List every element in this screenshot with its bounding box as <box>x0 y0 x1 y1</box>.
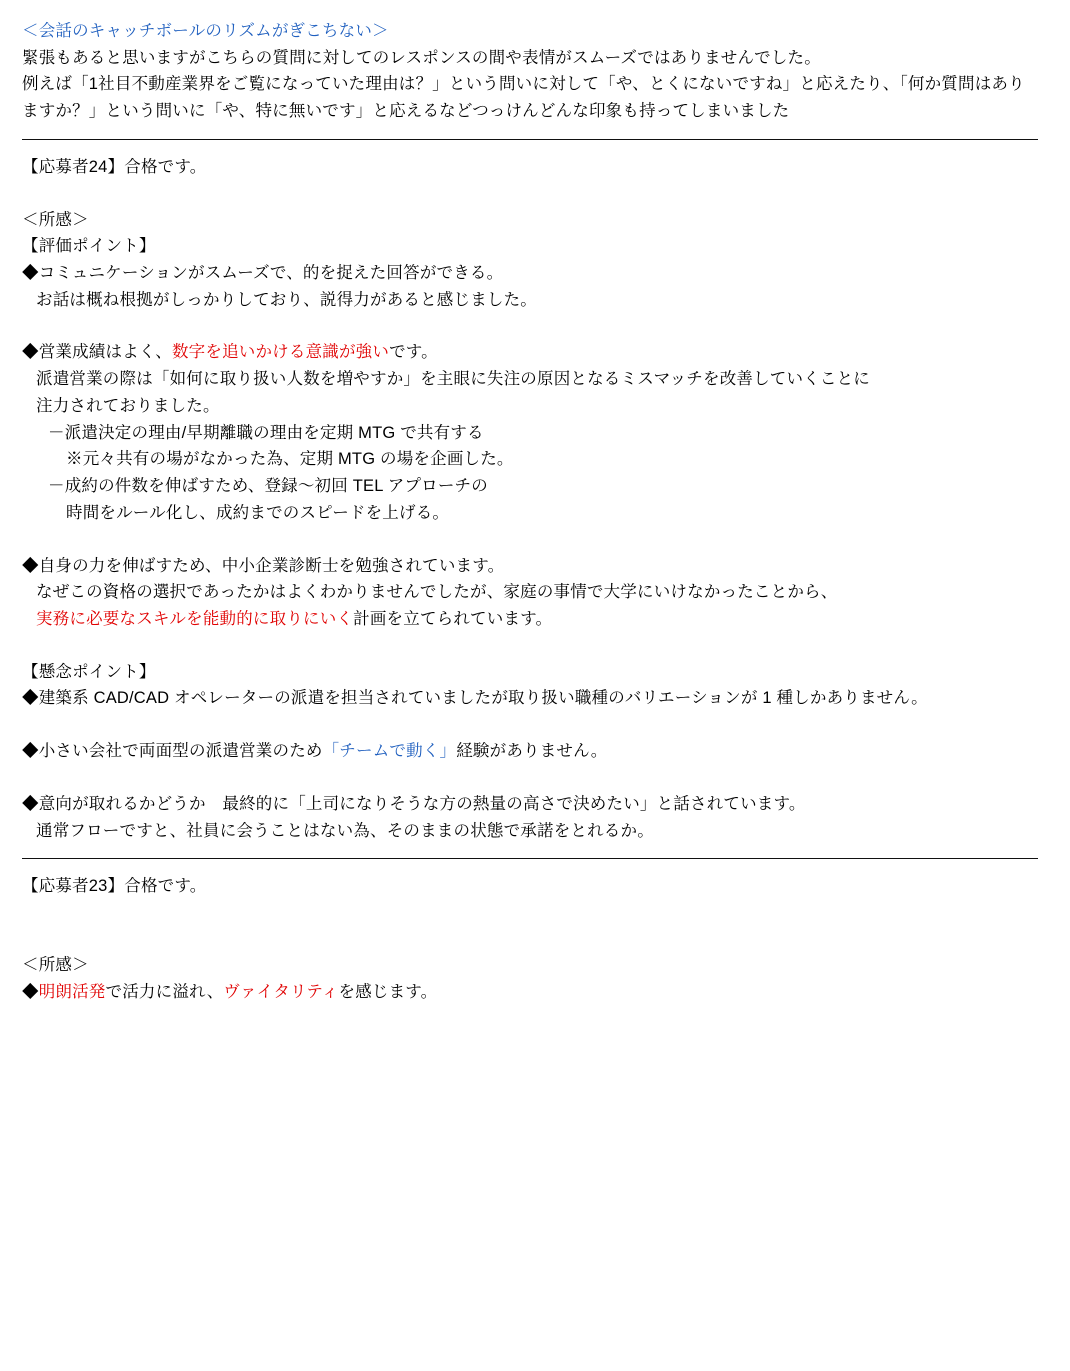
text-run: －成約の件数を伸ばすため、登録～初回 TEL アプローチの <box>48 477 488 496</box>
text-run: を感じます。 <box>338 982 438 1001</box>
text-run: 時間をルール化し、成約までのスピードを上げる。 <box>66 503 450 522</box>
paragraph-line <box>22 500 1050 527</box>
paragraph-line <box>22 71 1050 98</box>
paragraph-line <box>22 98 1050 125</box>
text-run: ◆営業成績はよく、 <box>22 343 172 362</box>
text-run: 緊張もあると思いますがこちらの質問に対してのレスポンスの間や表情がスムーズではありませんでした。 <box>22 48 821 67</box>
text-run: 実務に必要なスキルを能動的に取りにいく <box>36 609 354 628</box>
text-run: ◆コミュニケーションがスムーズで、的を捉えた回答ができる。 <box>22 264 504 283</box>
text-run: なぜこの資格の選択であったかはよくわかりませんでしたが、家庭の事情で大学にいけなかったことから、 <box>36 583 838 602</box>
paragraph-line <box>22 791 1050 818</box>
paragraph-line <box>22 207 1050 234</box>
text-run: ＜所感＞ <box>22 955 89 974</box>
section-divider <box>22 858 1038 859</box>
text-run: －派遣決定の理由/早期離職の理由を定期 MTG で共有する <box>48 423 484 442</box>
text-run: ◆ <box>22 982 39 1001</box>
paragraph-line <box>22 366 1050 393</box>
paragraph-line <box>22 659 1050 686</box>
paragraph-line <box>22 685 1050 712</box>
text-run: 派遣営業の際は「如何に取り扱い人数を増やすか」を主眼に失注の原因となるミスマッチを改善していくことに <box>36 370 871 389</box>
paragraph-line <box>22 45 1050 72</box>
text-run: 注力されておりました。 <box>36 396 220 415</box>
blank-line <box>22 926 1050 952</box>
text-run: 数字を追いかける意識が強い <box>171 343 390 362</box>
paragraph-line <box>22 473 1050 500</box>
text-run: ◆小さい会社で両面型の派遣営業のため <box>22 742 323 761</box>
text-run: 【懸念ポイント】 <box>22 662 156 681</box>
blank-line <box>22 633 1050 659</box>
paragraph-line <box>22 446 1050 473</box>
text-run: ※元々共有の場がなかった為、定期 MTG の場を企画した。 <box>66 450 514 469</box>
paragraph-line <box>22 979 1050 1006</box>
paragraph-line <box>22 287 1050 314</box>
text-run: 明朗活発 <box>38 982 106 1001</box>
paragraph-line <box>22 606 1050 633</box>
text-run: 経験がありません。 <box>456 742 608 761</box>
text-run: ＜会話のキャッチボールのリズムがぎこちない＞ <box>22 22 389 40</box>
text-run: で活力に溢れ、 <box>105 982 224 1001</box>
paragraph-line <box>22 233 1050 260</box>
blank-line <box>22 313 1050 339</box>
blank-line <box>22 900 1050 926</box>
paragraph-line <box>22 420 1050 447</box>
blank-line <box>22 765 1050 791</box>
paragraph-line <box>22 393 1050 420</box>
paragraph-line <box>22 154 1050 181</box>
blank-line <box>22 527 1050 553</box>
text-run: ◆意向が取れるかどうか 最終的に「上司になりそうな方の熱量の高さで決めたい」と話されています。 <box>22 794 806 813</box>
text-run: 通常フローですと、社員に会うことはない為、そのままの状態で承諾をとれるか。 <box>36 821 654 840</box>
blank-line <box>22 712 1050 738</box>
section-heading <box>22 18 1050 45</box>
text-run: です。 <box>389 343 438 362</box>
document-body <box>22 18 1050 1005</box>
text-run: ヴァイタリティ <box>223 982 339 1001</box>
paragraph-line <box>22 952 1050 979</box>
paragraph-line <box>22 260 1050 287</box>
paragraph-line <box>22 818 1050 845</box>
text-run: 計画を立てられています。 <box>353 609 553 628</box>
text-run: ◆自身の力を伸ばすため、中小企業診断士を勉強されています。 <box>22 556 505 575</box>
text-run: お話は概ね根拠がしっかりしており、説得力があると感じました。 <box>36 290 537 309</box>
paragraph-line <box>22 873 1050 900</box>
paragraph-line <box>22 553 1050 580</box>
text-run: ＜所感＞ <box>22 210 89 229</box>
blank-line <box>22 181 1050 207</box>
text-run: ますか？」という問いに「や、特に無いです」と応えるなどつっけんどんな印象も持ってしまいました <box>22 102 790 121</box>
text-run: ◆建築系 CAD/CAD オペレーターの派遣を担当されていましたが取り扱い職種のバリエーションが 1 種しかありません。 <box>22 689 928 708</box>
text-run: 【評価ポイント】 <box>22 237 156 256</box>
paragraph-line <box>22 738 1050 765</box>
paragraph-line <box>22 579 1050 606</box>
text-run: 【応募者23】合格です。 <box>22 877 207 896</box>
section-divider <box>22 139 1038 140</box>
text-run: 【応募者24】合格です。 <box>22 157 207 176</box>
text-run: 「チームで動く」 <box>322 742 457 761</box>
paragraph-line <box>22 339 1050 366</box>
text-run: 例えば「1社目不動産業界をご覧になっていた理由は？」という問いに対して「や、とくにないですね」と応えたり、「何か質問はあり <box>22 75 1025 94</box>
